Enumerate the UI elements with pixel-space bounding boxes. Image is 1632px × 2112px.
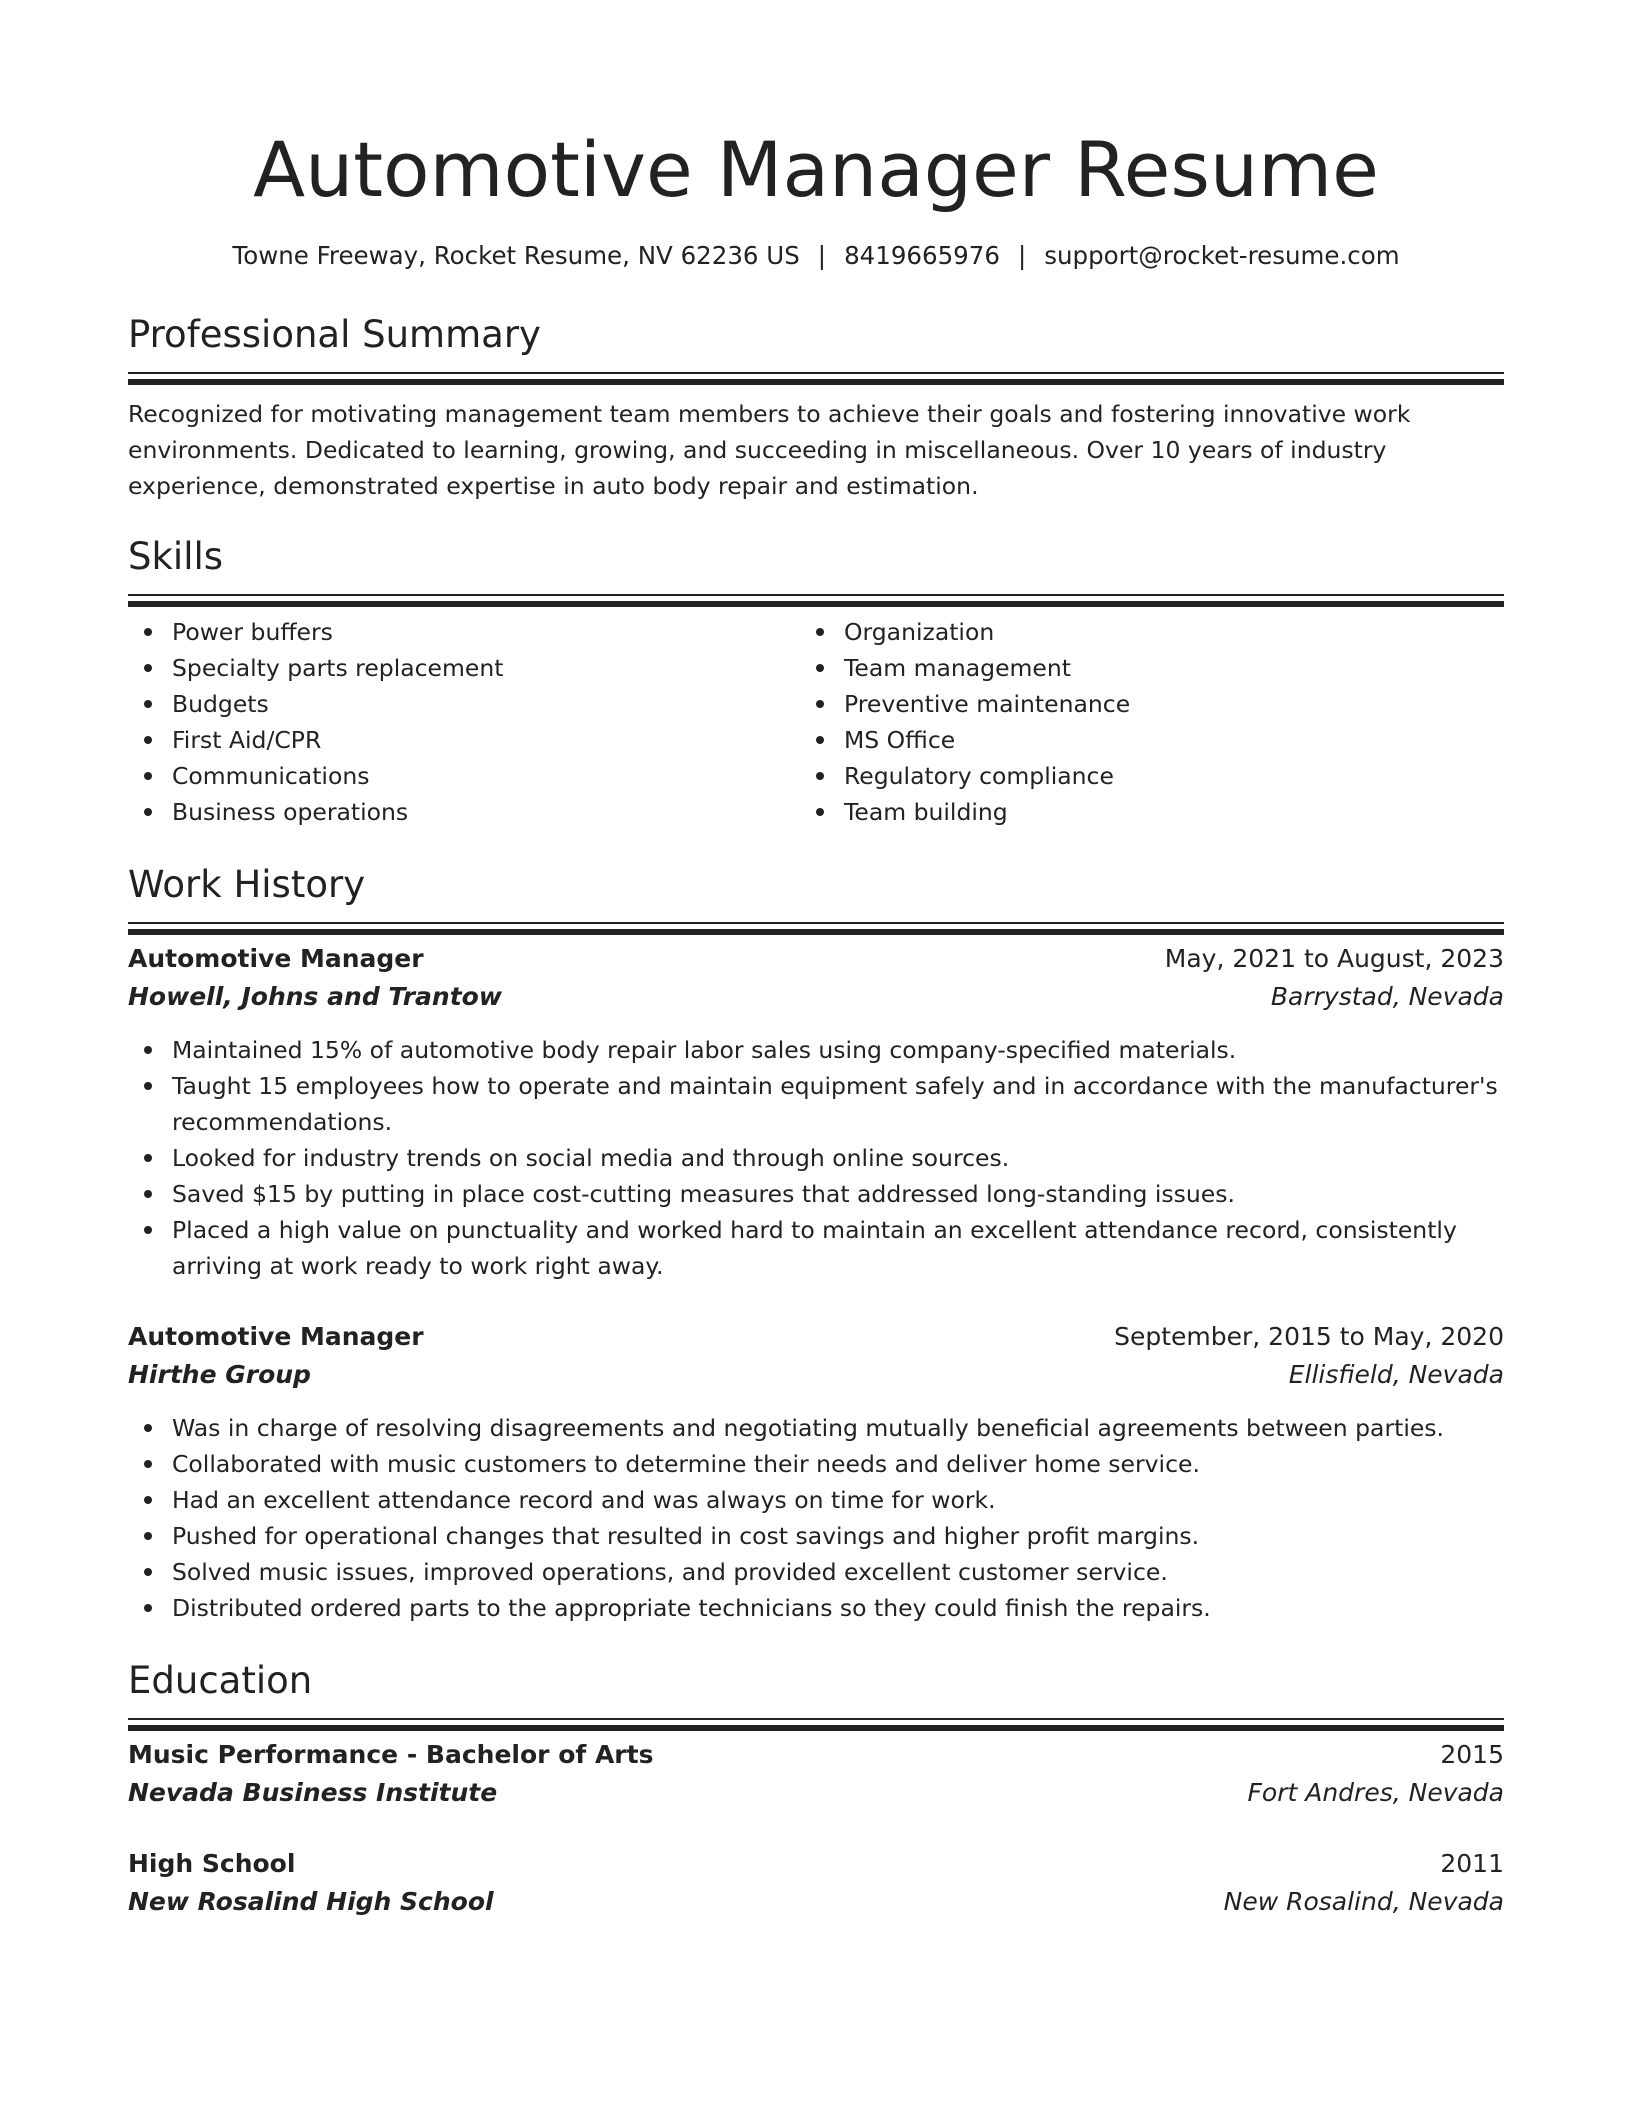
education-degree: High School: [128, 1849, 296, 1878]
section-divider: [128, 372, 1504, 374]
skill-item: MS Office: [800, 722, 1488, 758]
skills-list-left: [128, 614, 816, 830]
skills-list-right: [800, 614, 1488, 830]
job-bullet: Distributed ordered parts to the appropriate technicians so they could finish the repairs.: [128, 1590, 1504, 1626]
skill-item: Specialty parts replacement: [128, 650, 816, 686]
summary-section: [128, 310, 1504, 504]
job-company-row: [128, 978, 1504, 1016]
job-bullet: Had an excellent attendance record and was always on time for work.: [128, 1482, 1504, 1518]
education-school-row: [128, 1774, 1504, 1812]
section-divider: [128, 1718, 1504, 1720]
job-bullet: Pushed for operational changes that resulted in cost savings and higher profit margins.: [128, 1518, 1504, 1554]
section-divider: [128, 922, 1504, 924]
job-entry: [128, 1318, 1504, 1626]
education-degree: Music Performance - Bachelor of Arts: [128, 1740, 654, 1769]
education-school: New Rosalind High School: [128, 1887, 494, 1916]
job-bullets: [128, 1410, 1504, 1626]
page-title: Automotive Manager Resume: [253, 125, 1379, 214]
skill-item: Budgets: [128, 686, 816, 722]
education-school-row: [128, 1883, 1504, 1921]
job-header-row: [128, 1318, 1504, 1356]
education-location: Fort Andres, Nevada: [1247, 1778, 1504, 1807]
job-title: Automotive Manager: [128, 944, 424, 973]
job-bullet: Was in charge of resolving disagreements and negotiating mutually beneficial agreements between parties.: [128, 1410, 1504, 1446]
education-year: 2015: [1440, 1740, 1504, 1769]
contact-address: Towne Freeway, Rocket Resume, NV 62236 US: [232, 241, 800, 270]
section-heading-summary: Professional Summary: [128, 313, 541, 356]
job-location: Ellisfield, Nevada: [1288, 1360, 1504, 1389]
job-company: Hirthe Group: [128, 1360, 311, 1389]
work-section: [128, 860, 1504, 1626]
section-divider: [128, 594, 1504, 596]
contact-phone: 8419665976: [844, 241, 1000, 270]
section-heading-skills: Skills: [128, 535, 224, 578]
job-entry: [128, 940, 1504, 1284]
contact-line: [128, 236, 1504, 276]
skill-item: First Aid/CPR: [128, 722, 816, 758]
education-year: 2011: [1440, 1849, 1504, 1878]
skills-grid: [128, 614, 1504, 830]
job-bullet: Solved music issues, improved operations, and provided excellent customer service.: [128, 1554, 1504, 1590]
skill-item: Business operations: [128, 794, 816, 830]
job-bullet: Saved $15 by putting in place cost-cutting measures that addressed long-standing issues.: [128, 1176, 1504, 1212]
job-bullet: Collaborated with music customers to determine their needs and deliver home service.: [128, 1446, 1504, 1482]
job-bullets: [128, 1032, 1504, 1284]
education-header-row: [128, 1736, 1504, 1774]
skill-item: Regulatory compliance: [800, 758, 1488, 794]
skill-item: Communications: [128, 758, 816, 794]
job-company: Howell, Johns and Trantow: [128, 982, 502, 1011]
skill-item: Team building: [800, 794, 1488, 830]
job-bullet: Maintained 15% of automotive body repair labor sales using company-specified materials.: [128, 1032, 1504, 1068]
education-entry: [128, 1845, 1504, 1921]
job-header-row: [128, 940, 1504, 978]
education-entry: [128, 1736, 1504, 1812]
job-dates: May, 2021 to August, 2023: [1164, 944, 1504, 973]
education-school: Nevada Business Institute: [128, 1778, 498, 1807]
education-section: [128, 1656, 1504, 1921]
job-bullet: Taught 15 employees how to operate and maintain equipment safely and in accordance with the manufacturer's recommendations.: [128, 1068, 1504, 1140]
skill-item: Team management: [800, 650, 1488, 686]
contact-email: support@rocket-resume.com: [1044, 241, 1400, 270]
job-dates: September, 2015 to May, 2020: [1114, 1322, 1504, 1351]
skill-item: Organization: [800, 614, 1488, 650]
job-bullet: Looked for industry trends on social media and through online sources.: [128, 1140, 1504, 1176]
contact-separator: |: [817, 241, 827, 270]
section-heading-work: Work History: [128, 863, 366, 906]
section-heading-education: Education: [128, 1659, 313, 1702]
education-header-row: [128, 1845, 1504, 1883]
summary-text: Recognized for motivating management team members to achieve their goals and fostering innovative work environments. Dedicated to learning, growing, and succeeding in miscellaneous. Over 10 years of industry experience, demonstrated expertise in auto body repair and estimation.: [128, 400, 1411, 500]
resume-page: [128, 120, 1504, 1921]
job-title: Automotive Manager: [128, 1322, 424, 1351]
job-company-row: [128, 1356, 1504, 1394]
contact-separator: |: [1017, 241, 1027, 270]
job-location: Barrystad, Nevada: [1270, 982, 1504, 1011]
skill-item: Power buffers: [128, 614, 816, 650]
skills-section: [128, 532, 1504, 830]
education-location: New Rosalind, Nevada: [1223, 1887, 1504, 1916]
job-bullet: Placed a high value on punctuality and worked hard to maintain an excellent attendance record, consistently arriving at work ready to work right away.: [128, 1212, 1504, 1284]
skill-item: Preventive maintenance: [800, 686, 1488, 722]
